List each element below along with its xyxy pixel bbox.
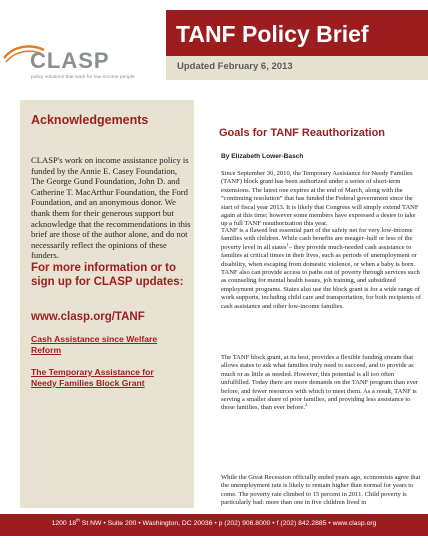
paragraph-1: Since September 30, 2010, the Temporary Assistance for Needy Families (TANF) block grant has been authorized under a series of short-term extensions. The latest one expires at the end of March, along with the “continuing resolution” that has funded the Federal government since the start of fiscal year 2013. It is likely that Congress will simply extend TANF again at this time; however some members have expressed a desire to take up a full TANF reauthorization this year. xyxy=(221,170,419,228)
link-tanf-block-grant[interactable]: The Temporary Assistance for Needy Families Block Grant xyxy=(31,367,154,388)
logo-tagline: policy solutions that work for low-income people xyxy=(31,75,135,80)
acknowledgements-heading: Acknowledgements xyxy=(31,113,149,127)
footer-address-start: 1200 18 xyxy=(51,520,77,527)
article-byline: By Elizabeth Lower-Basch xyxy=(221,153,304,160)
paragraph-2-end: – they provide much-needed cash assistance to families at critical times in their lives, such as periods of unemployment or disability, when escaping from domestic violence, or when a baby is born. TANF also can provide access to paths out of poverty through services such as counseling for mental health issues, job training, and subsidized employment programs. States also use the block grant is for a wide range of work supports, including child care and transportation, for both recipients of cash assistance and other low-income families. xyxy=(221,243,421,310)
clasp-logo xyxy=(0,0,166,86)
logo-mark xyxy=(0,40,160,84)
paragraph-3 xyxy=(221,354,421,413)
paragraph-3-text: The TANF block grant, at its best, provides a flexible funding stream that allows states to ask what families truly need to succeed, and to provide as much or as little as needed. However, this potential is all too often unfulfilled. Today there are more demands on the TANF program than ever before, and fewer resources with which to meet them. As a result, TANF is serving a smaller share of poor families, and providing less assistance to those families, than ever before. xyxy=(221,354,418,412)
footer-contact xyxy=(0,519,428,529)
footnote-ref-1: 1 xyxy=(286,241,289,247)
paragraph-2 xyxy=(221,227,421,311)
updated-date: Updated February 6, 2013 xyxy=(177,61,293,72)
logo-wordmark: CLASP xyxy=(30,48,110,73)
paragraph-2-start: TANF is a flawed but essential part of the safety net for very low-income families with children. While cash benefits are meager–half or less of the poverty level in all states xyxy=(221,227,413,251)
page-title: TANF Policy Brief xyxy=(176,21,369,47)
article-heading: Goals for TANF Reauthorization xyxy=(219,127,386,139)
footnote-ref-2: 2 xyxy=(304,402,308,408)
signup-heading: For more information or to sign up for CLASP updates: xyxy=(31,262,184,288)
acknowledgements-text: CLASP's work on income assistance policy is funded by the Annie E. Casey Foundation, The George Gund Foundation, John D. and Catherine T. MacArthur Foundation, the Ford Foundation, and an anonymous donor. We thank them for their generous support but acknowledge that the recommendations in this brief are those of the author alone, and do not necessarily reflect the opinions of these funders. xyxy=(31,155,191,261)
link-cash-assistance[interactable]: Cash Assistance since Welfare Reform xyxy=(31,334,158,355)
paragraph-4: While the Great Recession officially ended years ago, economists agree that the unemployment rate is likely to remain higher than normal for years to come. The poverty rate climbed to 15 percent in 2011. Child poverty is particularly bad: more than one in five children lived in xyxy=(221,474,421,507)
footer-address-rest: St NW • Suite 200 • Washington, DC 20036 • p (202) 906.8000 • f (202) 842.2885 • www.clasp.org xyxy=(79,520,377,527)
signup-url[interactable]: www.clasp.org/TANF xyxy=(31,311,145,323)
footer-ordinal: th xyxy=(76,517,80,523)
